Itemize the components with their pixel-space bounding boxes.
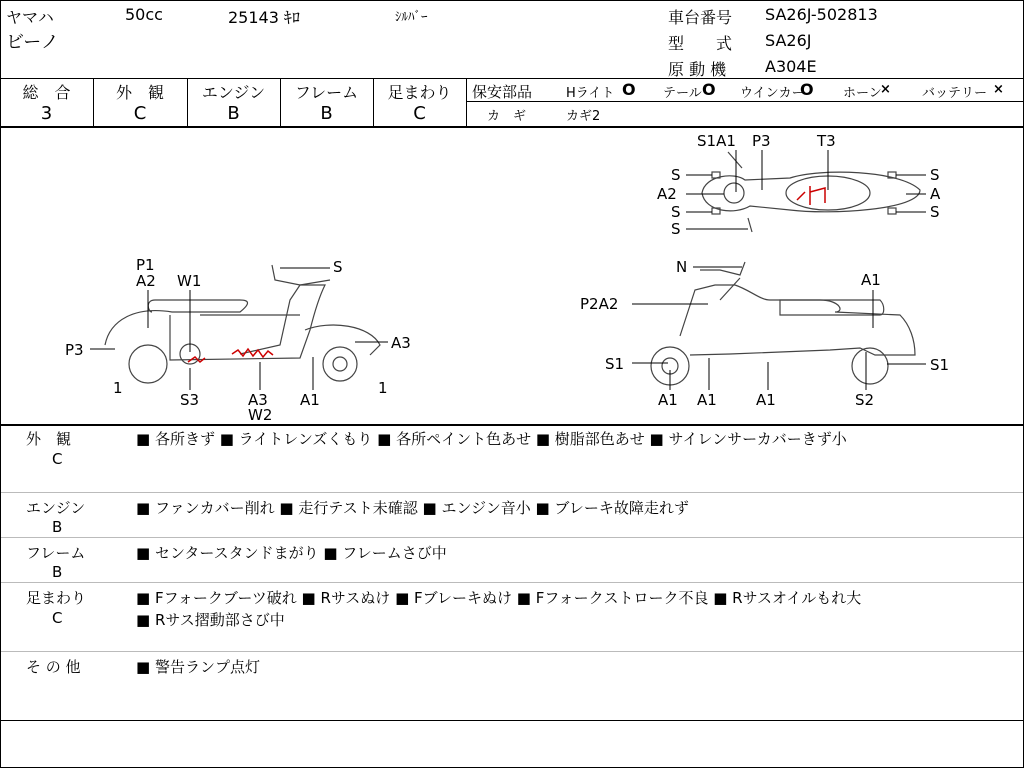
remark-text-suspension: ■ Fフォークブーツ破れ ■ Rサスぬけ ■ Fブレーキぬけ ■ Fフォークストローク不良 ■ Rサスオイルもれ大 (136, 589, 862, 607)
right-view-seat (780, 300, 884, 315)
label-a1: A1 (300, 391, 320, 409)
divider (0, 537, 1024, 538)
label-s: S (671, 203, 681, 221)
label-one: 1 (378, 379, 388, 397)
displacement: 50cc (125, 5, 163, 24)
maker: ヤマハ (6, 8, 54, 27)
grade-total-label: 総 合 (22, 83, 71, 102)
remark-text-engine: ■ ファンカバー削れ ■ 走行テスト未確認 ■ エンジン音小 ■ ブレーキ故障走れず (136, 499, 689, 517)
remark-label-other: そ の 他 (26, 658, 81, 676)
divider (0, 78, 1024, 79)
remark-text-other: ■ 警告ランプ点灯 (136, 658, 260, 676)
remark-label-frame: フレーム (26, 544, 86, 562)
color: ｼﾙﾊﾞｰ (395, 10, 428, 25)
label-a1: A1 (861, 271, 881, 289)
tail-mark: O (702, 80, 716, 99)
label-s: S (333, 258, 343, 276)
remark-label-engine: エンジン (26, 499, 86, 517)
label-s1: S1 (605, 355, 625, 373)
right-view-rear-wheel (852, 348, 888, 384)
damage-mark-top (797, 186, 825, 205)
engine-value: A304E (765, 57, 817, 76)
safety-label: 保安部品 (472, 83, 533, 101)
label-a1: A1 (756, 391, 776, 409)
label-a1: A1 (658, 391, 678, 409)
label-p3: P3 (65, 341, 84, 359)
label-a3: A3 (248, 391, 268, 409)
left-view-body (105, 285, 325, 360)
top-view-handlebar (728, 152, 752, 232)
grade-frame: B (320, 103, 333, 124)
label-n: N (676, 258, 688, 276)
label-one: 1 (113, 379, 123, 397)
divider (466, 78, 467, 126)
frame-no-label: 車台番号 (668, 8, 733, 27)
left-view-front-wheel (323, 347, 357, 381)
headlight-mark: O (622, 80, 636, 99)
label-p2a2: P2A2 (580, 295, 619, 313)
label-p1: P1 (136, 256, 155, 274)
divider (0, 720, 1024, 721)
label-t3: T3 (817, 132, 836, 150)
winker-label: ウインカー (740, 86, 805, 101)
left-view-fender (305, 325, 380, 355)
label-s2: S2 (855, 391, 875, 409)
label-s3: S3 (180, 391, 200, 409)
top-view-mirror (724, 183, 744, 203)
divider (0, 424, 1024, 426)
key-label: カ ギ (487, 109, 527, 124)
type-label: 型 式 (668, 34, 733, 53)
grade-frame-label: フレーム (294, 83, 359, 102)
horn-mark: × (880, 82, 891, 97)
model-name: ビーノ (6, 32, 59, 53)
type-value: SA26J (765, 31, 812, 50)
right-view-handlebar (700, 262, 745, 300)
label-a2: A2 (657, 185, 677, 203)
battery-mark: × (993, 82, 1004, 97)
damage-mark-left (232, 349, 273, 357)
label-s: S (930, 203, 940, 221)
label-a3: A3 (391, 334, 411, 352)
tail-label: テール (663, 86, 702, 101)
label-s1a1: S1A1 (697, 132, 736, 150)
horn-label: ホーン (843, 86, 882, 101)
headlight-label: Hライト (566, 86, 615, 101)
divider (0, 651, 1024, 652)
divider (0, 582, 1024, 583)
divider (0, 492, 1024, 493)
remark-grade-frame: B (52, 563, 63, 581)
label-p3: P3 (752, 132, 771, 150)
key-value: カギ2 (566, 109, 601, 124)
remark-grade-exterior: C (52, 450, 63, 468)
grade-total: 3 (40, 103, 53, 124)
mileage: 25143 ｷﾛ (228, 8, 300, 27)
label-s: S (671, 220, 681, 238)
label-a: A (930, 185, 941, 203)
remark-text-frame: ■ センタースタンドまがり ■ フレームさび中 (136, 544, 447, 562)
grade-suspension-label: 足まわり (387, 83, 452, 102)
label-w2: W2 (248, 406, 273, 423)
label-s1: S1 (930, 356, 950, 374)
divider (466, 101, 1024, 102)
grade-suspension: C (413, 103, 426, 124)
remark-grade-engine: B (52, 518, 63, 536)
label-w1: W1 (177, 272, 202, 290)
battery-label: バッテリー (922, 86, 988, 101)
damage-diagram (0, 127, 1024, 423)
frame-no: SA26J-502813 (765, 5, 878, 24)
grade-engine: B (227, 103, 240, 124)
grade-engine-label: エンジン (201, 83, 266, 102)
remark-grade-suspension: C (52, 609, 63, 627)
right-view-body (680, 285, 915, 355)
label-a1: A1 (697, 391, 717, 409)
winker-mark: O (800, 80, 814, 99)
grade-exterior: C (133, 103, 147, 124)
grade-exterior-label: 外 観 (115, 83, 164, 102)
remark-text-suspension-2: ■ Rサス摺動部さび中 (136, 611, 285, 629)
left-view-rear-wheel (129, 345, 167, 383)
remark-label-suspension: 足まわり (26, 589, 87, 607)
label-s: S (930, 166, 940, 184)
remark-label-exterior: 外 観 (26, 430, 72, 448)
remark-text-exterior: ■ 各所きず ■ ライトレンズくもり ■ 各所ペイント色あせ ■ 樹脂部色あせ ■ サイレンサーカバーきず小 (136, 430, 847, 448)
label-a2: A2 (136, 272, 156, 290)
engine-label: 原 動 機 (668, 60, 727, 79)
label-s: S (671, 166, 681, 184)
